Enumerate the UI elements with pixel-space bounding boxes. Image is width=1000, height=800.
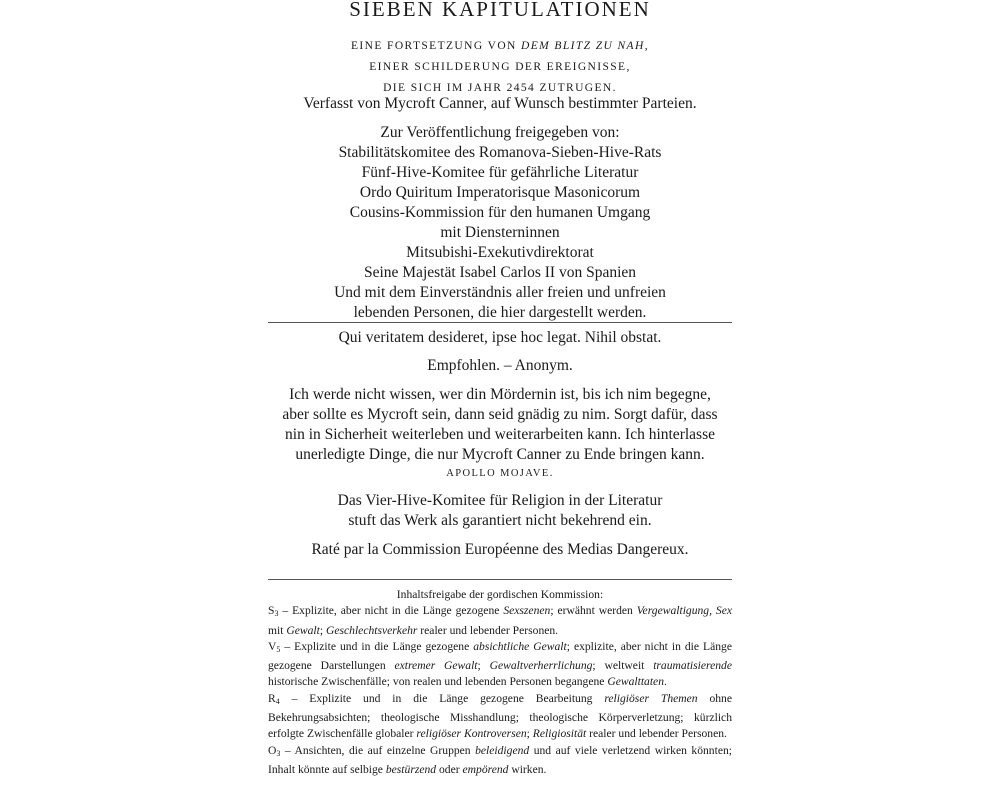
subtitle-line-1: EINE FORTSETZUNG VON DEM BLITZ ZU NAH,: [351, 40, 649, 52]
rating-code: O: [268, 743, 277, 757]
latin-block: [268, 328, 732, 348]
quote-line: nin in Sicherheit weiterleben und weiterarbeiten kann. Ich hinterlasse: [285, 426, 715, 443]
french-rating-block: [268, 540, 732, 560]
release-line: Cousins-Kommission für den humanen Umgang: [349, 204, 651, 221]
latin-motto: Qui veritatem desideret, ipse hoc legat. Nihil obstat.: [338, 329, 662, 346]
release-line: Und mit dem Einverständnis aller freien und unfreien: [334, 284, 666, 301]
quote-block: [268, 385, 732, 483]
quote-line: aber sollte es Mycroft sein, dann seid gnädig zu nim. Sorgt dafür, dass: [282, 406, 718, 423]
prequel-title: DEM BLITZ ZU NAH: [521, 40, 645, 52]
rating-s: $S_3$ – Explizite, aber nicht in die Länge gezogene Sexszenen; erwähnt werden Vergewaltigung, Sex mit Gewalt; Geschlechtsverkehr realer und lebender Personen.: [268, 604, 733, 637]
release-line: lebenden Personen, die hier dargestellt werden.: [353, 304, 647, 321]
release-line: Stabilitätskomitee des Romanova-Sieben-Hive-Rats: [338, 144, 662, 161]
ratings-header: Inhaltsfreigabe der gordischen Kommission:: [396, 588, 604, 601]
release-line: mit Diensterninnen: [440, 224, 560, 241]
rating-level: 4: [275, 696, 280, 706]
rating-code: R: [268, 691, 276, 705]
release-line: Ordo Quiritum Imperatorisque Masonicorum: [359, 184, 641, 201]
quote-line: unerledigte Dinge, die nur Mycroft Canner zu Ende bringen kann.: [295, 446, 705, 463]
release-line: Mitsubishi-Exekutivdirektorat: [406, 244, 594, 261]
french-rating-line: Raté par la Commission Européenne des Medias Dangereux.: [311, 541, 689, 558]
subtitle-line-3: DIE SICH IM JAHR 2454 ZUTRUGEN.: [383, 82, 617, 94]
quote-signature: APOLLO MOJAVE.: [446, 468, 554, 479]
recommendation-block: [268, 356, 732, 376]
author-line-block: [268, 94, 732, 114]
release-line: Seine Majestät Isabel Carlos II von Spanien: [363, 264, 637, 281]
religion-line: Das Vier-Hive-Komitee für Religion in der Literatur: [337, 492, 663, 509]
release-intro: Zur Veröffentlichung freigegeben von:: [380, 124, 620, 141]
rating-r: $R_4$ – Explizite und in die Länge gezogene Bearbeitung religiöser Themen ohne Bekehrungsabsichten; theologische Misshandlung; theologische Körperverletzung; kürzlich erfolgte Zwischenfälle globaler religiöser Kontroversen; Religiosität realer und lebender Personen.: [268, 691, 732, 741]
subtitle-line-2: EINER SCHILDERUNG DER EREIGNISSE,: [369, 61, 631, 73]
quote-line: Ich werde nicht wissen, wer din Mördernin ist, bis ich nim begegne,: [289, 386, 711, 403]
recommendation-line: Empfohlen. – Anonym.: [427, 357, 573, 374]
rating-code: V: [268, 639, 277, 653]
book-title: SIEBEN KAPITULATIONEN: [349, 0, 651, 21]
author-line: Verfasst von Mycroft Canner, auf Wunsch bestimmter Parteien.: [303, 95, 697, 112]
rating-level: 3: [276, 748, 281, 758]
rating-v: $V_5$ – Explizite und in die Länge gezogene absichtliche Gewalt; explizite, aber nicht in die Länge gezogene Darstellungen extremer Gewalt; Gewaltverherrlichung; weltweit traumatisierende historische Zwischenfälle; von realen und lebenden Personen begangene Gewalttaten.: [268, 639, 732, 689]
rating-code: S: [268, 604, 275, 618]
content-ratings: [268, 587, 732, 778]
rating-level: 5: [276, 644, 281, 654]
religion-block: [268, 491, 732, 531]
section-divider: [268, 322, 732, 323]
subtitle-block: [268, 36, 732, 99]
release-block: [268, 123, 732, 323]
ratings-divider: [268, 579, 732, 580]
rating-o: $O_3$ – Ansichten, die auf einzelne Gruppen beleidigend und auf viele verletzend wirken könnten; Inhalt könnte auf selbige bestürzend oder empörend wirken.: [268, 743, 732, 776]
rating-level: 3: [274, 609, 279, 619]
religion-line: stuft das Werk als garantiert nicht bekehrend ein.: [348, 512, 652, 529]
release-line: Fünf-Hive-Komitee für gefährliche Literatur: [361, 164, 639, 181]
